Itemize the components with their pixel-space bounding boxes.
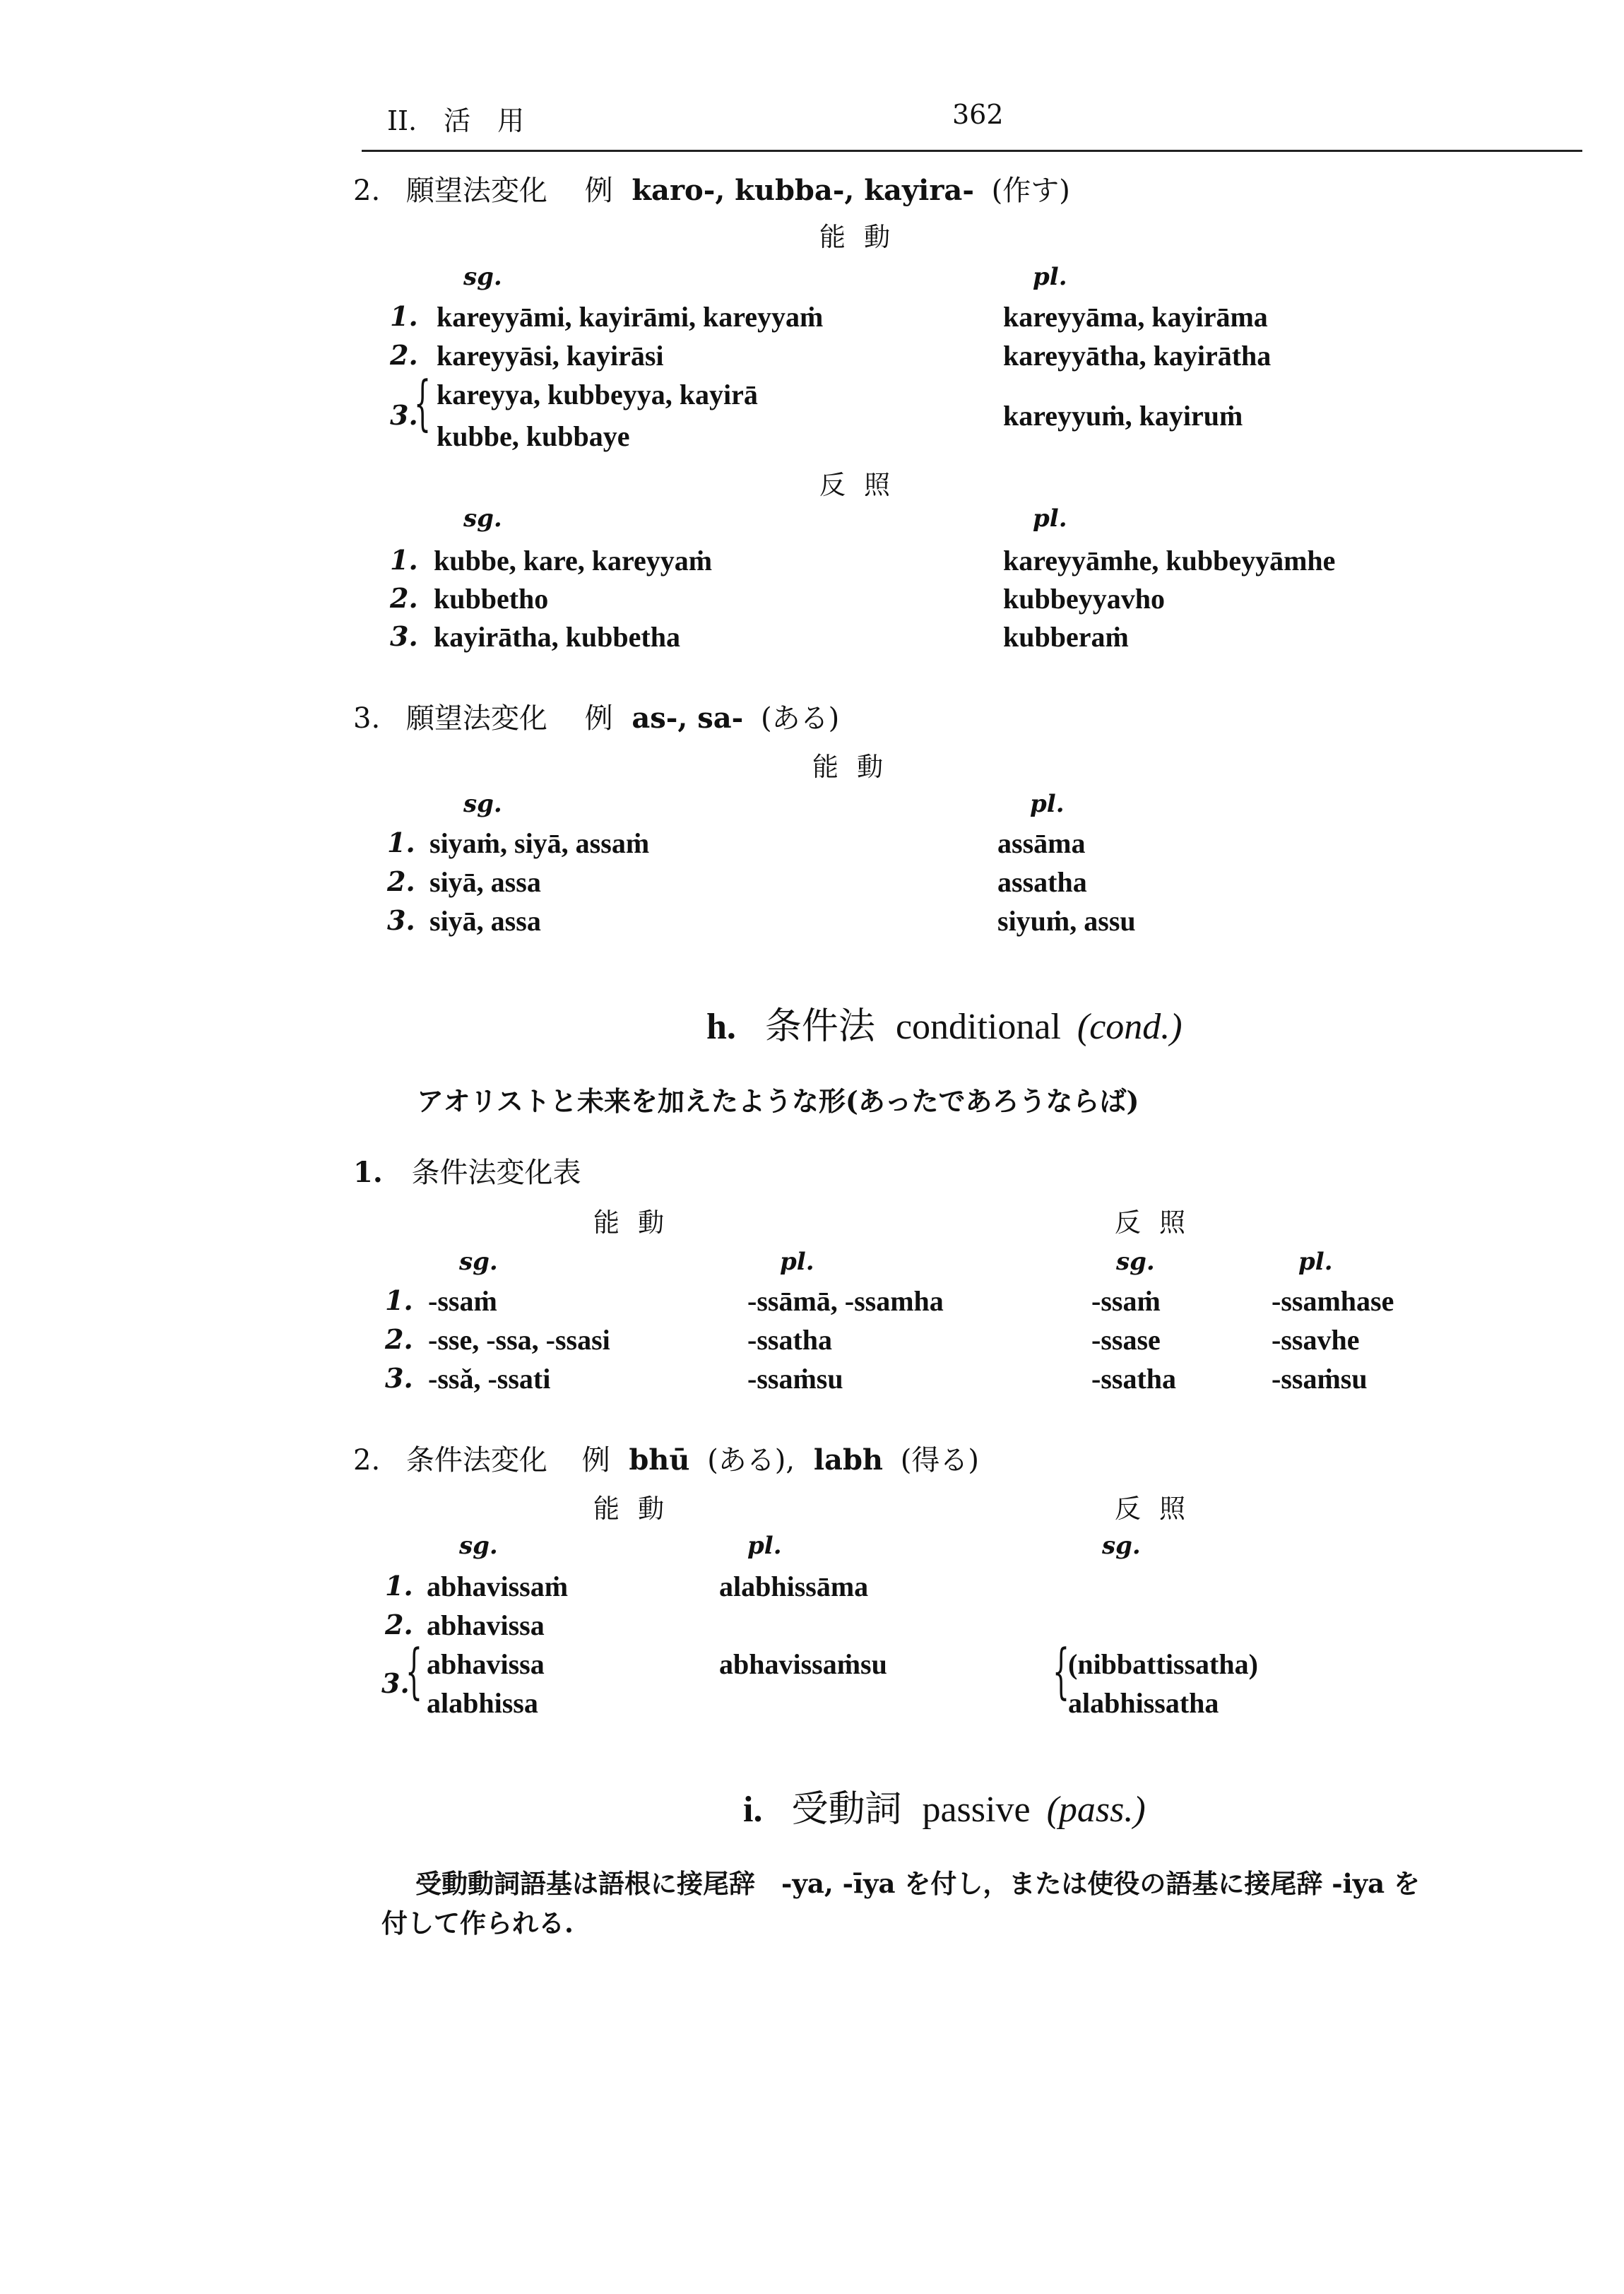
heading-title: 条件法変化表 [411, 1157, 581, 1189]
heading-example: 例 [584, 175, 613, 207]
pl-form: kareyyāmhe, kubbeyyāmhe [1003, 545, 1336, 577]
conditional-intro: アオリストと未来を加えたような形(あったであろうならば) [417, 1085, 1139, 1117]
section-abbr: (pass.) [1046, 1790, 1146, 1830]
col-header-pl: pl. [1298, 1248, 1333, 1276]
person-number: 1. [385, 1570, 413, 1602]
active-pl-form: abhavissaṁsu [719, 1648, 887, 1680]
active-pl-form: alabhissāma [719, 1571, 869, 1602]
person-number: 2. [390, 339, 418, 371]
active-pl-ending: -ssāmā, -ssamha [747, 1285, 944, 1317]
heading-gloss: (ある), [707, 1444, 795, 1477]
section-title-jp: 受動詞 [791, 1790, 902, 1830]
active-sg-form: alabhissa [427, 1687, 538, 1719]
col-header-pl: pl. [1033, 504, 1067, 533]
heading-gloss: (得る) [900, 1444, 979, 1477]
heading-forms: as-, sa- [632, 702, 744, 735]
active-pl-ending: -ssatha [747, 1324, 833, 1356]
person-number: 2. [390, 582, 418, 614]
section-title-en: conditional [895, 1007, 1061, 1047]
col-header-sg: sg. [463, 504, 502, 533]
col-header-sg: sg. [1102, 1532, 1141, 1560]
optative-karo-heading [353, 168, 1070, 208]
active-pl-ending: -ssaṁsu [747, 1363, 843, 1395]
heading-gloss: (ある) [760, 702, 840, 735]
header-rule [362, 150, 1582, 152]
passive-section-title [743, 1779, 1146, 1832]
reflexive-pl-ending: -ssaṁsu [1272, 1363, 1368, 1395]
reflexive-sg-ending: -ssase [1091, 1324, 1161, 1356]
reflexive-sg-form: (nibbattissatha) [1068, 1648, 1258, 1680]
pl-form: kubberaṁ [1003, 621, 1129, 653]
col-header-pl: pl. [780, 1248, 814, 1276]
col-header-sg: sg. [459, 1532, 498, 1560]
col-header-pl: pl. [1030, 790, 1065, 818]
pl-form: kareyyāma, kayirāma [1003, 301, 1268, 333]
sg-form: siyaṁ, siyā, assaṁ [429, 827, 650, 859]
heading-example: 例 [581, 1444, 610, 1477]
reflexive-pl-ending: -ssavhe [1272, 1324, 1360, 1356]
person-number: 1. [387, 827, 415, 858]
sg-form: kubbe, kare, kareyyaṁ [434, 545, 713, 577]
voice-label-reflexive: 反照 [1115, 1207, 1204, 1238]
col-header-pl: pl. [1033, 263, 1067, 291]
pl-form: kareyyuṁ, kayiruṁ [1003, 400, 1243, 432]
person-number: 3. [390, 399, 418, 431]
active-sg-form: abhavissa [427, 1609, 545, 1641]
person-number: 3. [387, 904, 415, 936]
heading-title: 願望法変化 [405, 702, 547, 735]
voice-label-reflexive: 反照 [1115, 1494, 1204, 1524]
sg-form: kubbetho [434, 583, 549, 615]
heading-form: labh [813, 1443, 884, 1477]
pl-form: assāma [997, 827, 1086, 859]
page-number: 362 [952, 99, 1004, 130]
section-letter: i. [743, 1790, 763, 1830]
person-number: 2. [385, 1323, 413, 1355]
heading-number: 3. [353, 702, 381, 735]
heading-number: 1. [353, 1156, 383, 1189]
col-header-sg: sg. [1116, 1248, 1155, 1276]
voice-label-reflexive: 反照 [819, 470, 908, 500]
conditional-section-title [706, 996, 1183, 1049]
passive-paragraph-line: 付して作られる. [381, 1908, 574, 1939]
person-number: 1. [390, 544, 418, 576]
brace-symbol: { [1053, 1636, 1070, 1705]
active-sg-ending: -sse, -ssa, -ssasi [428, 1324, 610, 1356]
col-header-pl: pl. [747, 1532, 782, 1560]
reflexive-sg-form: alabhissatha [1068, 1687, 1219, 1719]
person-number: 3. [385, 1362, 413, 1394]
voice-label-active: 能動 [812, 752, 901, 782]
pl-form: kareyyātha, kayirātha [1003, 340, 1272, 372]
heading-number: 2. [353, 175, 381, 207]
reflexive-sg-ending: -ssaṁ [1091, 1285, 1161, 1317]
reflexive-sg-ending: -ssatha [1091, 1363, 1177, 1395]
conditional-table-heading [353, 1150, 581, 1190]
person-number: 3. [390, 620, 418, 652]
section-letter: h. [706, 1007, 736, 1047]
sg-form: siyā, assa [429, 905, 541, 937]
optative-as-heading [353, 696, 839, 736]
col-header-sg: sg. [463, 790, 502, 818]
reflexive-pl-ending: -ssamhase [1272, 1285, 1394, 1317]
pl-form: siyuṁ, assu [997, 905, 1136, 937]
heading-gloss: (作す) [991, 175, 1070, 207]
col-header-sg: sg. [459, 1248, 498, 1276]
active-sg-form: abhavissaṁ [427, 1571, 569, 1602]
section-title-jp: 条件法 [764, 1007, 875, 1047]
section-abbr: (cond.) [1077, 1007, 1183, 1047]
conditional-example-heading [353, 1438, 979, 1478]
running-header-chapter: II. 活 用 [387, 105, 525, 136]
heading-title: 条件法変化 [405, 1444, 547, 1477]
sg-form: kareyya, kubbeyya, kayirā [437, 379, 758, 410]
person-number: 2. [385, 1609, 413, 1640]
person-number: 2. [387, 865, 415, 897]
active-sg-form: abhavissa [427, 1648, 545, 1680]
brace-symbol: { [414, 368, 432, 437]
active-sg-ending: -ssaṁ [428, 1285, 497, 1317]
sg-form: kayirātha, kubbetha [434, 621, 680, 653]
heading-forms: karo-, kubba-, kayira- [632, 174, 974, 207]
person-number: 1. [385, 1284, 413, 1316]
heading-title: 願望法変化 [405, 175, 547, 207]
col-header-sg: sg. [463, 263, 502, 291]
person-number: 3. [381, 1667, 410, 1699]
voice-label-active: 能動 [593, 1494, 682, 1524]
sg-form: kubbe, kubbaye [437, 420, 630, 452]
sg-form: kareyyāmi, kayirāmi, kareyyaṁ [437, 301, 824, 333]
heading-form: bhū [629, 1443, 690, 1477]
heading-number: 2. [353, 1444, 381, 1477]
sg-form: siyā, assa [429, 866, 541, 898]
voice-label-active: 能動 [819, 222, 908, 252]
passive-paragraph-line: 受動動詞語基は語根に接尾辞 -ya, -īya を付し，または使役の語基に接尾辞 -iya を [415, 1868, 1421, 1899]
pl-form: assatha [997, 866, 1087, 898]
sg-form: kareyyāsi, kayirāsi [437, 340, 664, 372]
heading-example: 例 [584, 702, 613, 735]
voice-label-active: 能動 [593, 1207, 682, 1238]
active-sg-ending: -ssǎ, -ssati [428, 1363, 551, 1395]
brace-symbol: { [405, 1636, 423, 1705]
pl-form: kubbeyyavho [1003, 583, 1165, 615]
section-title-en: passive [922, 1790, 1031, 1830]
person-number: 1. [390, 300, 418, 332]
